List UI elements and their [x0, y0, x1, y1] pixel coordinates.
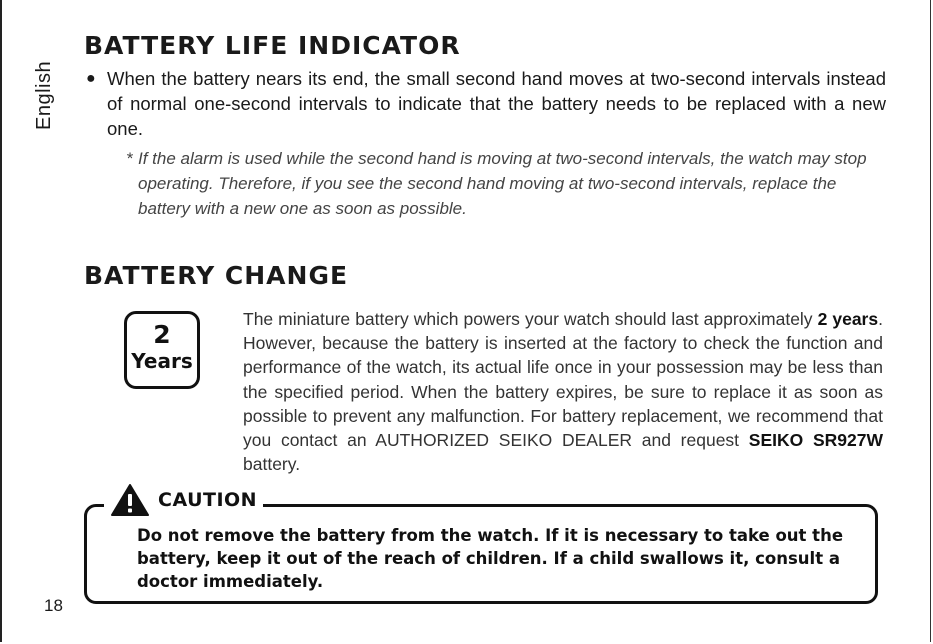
battery-model-emphasis: SEIKO SR927W — [748, 430, 883, 451]
battery-years-badge — [124, 311, 200, 389]
battery-life-title: BATTERY LIFE INDICATOR — [84, 31, 461, 60]
bullet-dot-icon: ● — [86, 70, 96, 87]
note-asterisk: * — [126, 149, 133, 168]
language-label: English — [33, 60, 55, 130]
battery-life-bullet-text: When the battery nears its end, the small second hand moves at two-second intervals instead of normal one-second intervals to indicate that the battery needs to be replaced with a new one. — [107, 68, 886, 139]
battery-change-title: BATTERY CHANGE — [84, 261, 349, 290]
caution-label: CAUTION — [158, 489, 258, 511]
caution-header — [104, 480, 263, 520]
battery-life-note — [126, 146, 884, 221]
battery-life-bullet — [86, 66, 886, 141]
caution-text: Do not remove the battery from the watch. If it is necessary to take out the battery, keep it out of the reach of children. If a child swallows it, consult a doctor immediately. — [137, 526, 844, 591]
badge-word: Years — [131, 349, 193, 373]
battery-text-end: battery. — [243, 454, 301, 475]
badge-number: 2 — [153, 320, 171, 349]
battery-life-note-text: If the alarm is used while the second hand is moving at two-second intervals, the watch may stop operating. Therefore, if you see the second hand moving at two-second intervals, replace the battery with a new one as soon as possible. — [138, 149, 867, 218]
battery-text-middle: . However, because the battery is inserted at the factory to check the function and performance of the watch, its actual life once in your possession may be less than the specified period. When the battery expires, be sure to replace it as soon as possible to prevent any malfunction. For battery replacement, we recommend that you contact an AUTHORIZED SEIKO DEALER and request — [243, 309, 883, 451]
warning-triangle-icon — [110, 483, 150, 517]
page-number: 18 — [44, 596, 63, 615]
battery-change-text — [243, 307, 883, 476]
battery-years-emphasis: 2 years — [817, 309, 879, 329]
battery-text-intro: The miniature battery which powers your watch should last approximately — [243, 309, 813, 329]
